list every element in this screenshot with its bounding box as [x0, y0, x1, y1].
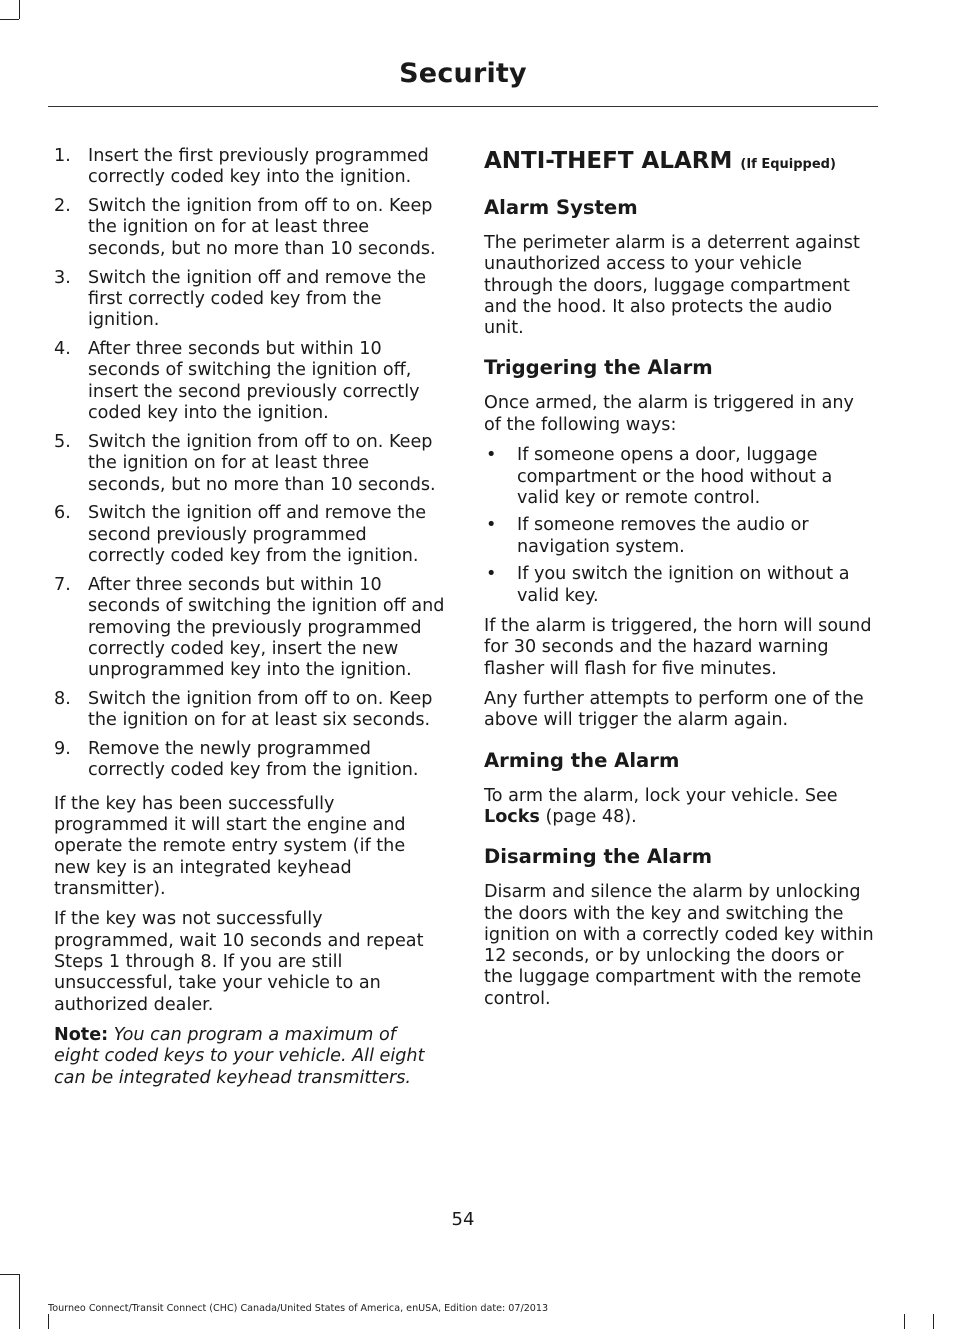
- arming-heading: Arming the Alarm: [484, 748, 680, 772]
- step-item: [54, 739, 446, 782]
- triggering-intro: Once armed, the alarm is triggered in any of the following ways:: [484, 393, 854, 435]
- step-item: [54, 146, 446, 189]
- step-number: 9.: [54, 739, 71, 760]
- step-number: 3.: [54, 267, 71, 288]
- header-divider: [48, 106, 878, 107]
- success-paragraph: If the key has been successfully programmed it will start the engine and operate the remote entry system (if the new key is an integrated keyhead transmitter).: [54, 793, 406, 899]
- step-text: Switch the ignition off and remove the first correctly coded key from the ignition.: [88, 267, 427, 331]
- step-text: Remove the newly programmed correctly coded key from the ignition.: [88, 739, 419, 781]
- bullet-text: If someone removes the audio or navigation system.: [517, 515, 809, 557]
- step-item: [54, 196, 446, 260]
- step-item: [54, 575, 446, 681]
- triggered-paragraph: If the alarm is triggered, the horn will sound for 30 seconds and the hazard warning flasher will flash for five minutes.: [484, 615, 872, 679]
- step-number: 8.: [54, 688, 71, 709]
- step-text: Switch the ignition from off to on. Keep the ignition on for at least six seconds.: [88, 688, 433, 731]
- step-number: 4.: [54, 339, 71, 360]
- trigger-list: [484, 445, 876, 607]
- step-text: Switch the ignition off and remove the second previously programmed correctly coded key from the ignition.: [88, 503, 427, 567]
- crop-mark-bottom-left-tick: [48, 1314, 49, 1329]
- step-text: After three seconds but within 10 seconds of switching the ignition off, insert the second previously correctly coded key into the ignition.: [88, 339, 420, 424]
- bullet-icon: •: [486, 564, 497, 585]
- disarming-heading: Disarming the Alarm: [484, 845, 713, 869]
- bullet-text: If you switch the ignition on without a valid key.: [517, 564, 850, 606]
- step-item: [54, 339, 446, 424]
- step-text: Switch the ignition from off to on. Keep the ignition on for at least three seconds, but no more than 10 seconds.: [88, 431, 436, 495]
- step-item: [54, 432, 446, 496]
- section-title-qualifier: (If Equipped): [740, 157, 836, 172]
- alarm-system-text: The perimeter alarm is a deterrent against unauthorized access to your vehicle through the doors, luggage compartment and the hood. It also protects the audio unit.: [484, 233, 860, 339]
- crop-mark-top-left-v: [19, 0, 20, 19]
- arming-text-after: (page 48).: [539, 806, 637, 827]
- further-attempts-paragraph: Any further attempts to perform one of the above will trigger the alarm again.: [484, 689, 864, 731]
- bullet-text: If someone opens a door, luggage compartment or the hood without a valid key or remote control.: [517, 445, 833, 508]
- alarm-system-heading: Alarm System: [484, 196, 638, 219]
- note-text: You can program a maximum of eight coded keys to your vehicle. All eight can be integrated keyhead transmitters.: [54, 1025, 425, 1088]
- step-text: After three seconds but within 10 seconds of switching the ignition off and removing the previously programmed correctly coded key, insert the new unprogrammed key into the ignition.: [88, 574, 445, 681]
- step-text: Switch the ignition from off to on. Keep the ignition on for at least three seconds, but no more than 10 seconds.: [88, 196, 436, 259]
- crop-mark-bottom-left-v: [19, 1274, 20, 1329]
- step-number: 2.: [54, 196, 71, 217]
- crop-mark-bottom-right-v: [933, 1314, 934, 1329]
- list-item: [484, 515, 876, 558]
- step-number: 5.: [54, 431, 71, 452]
- section-title-text: ANTI-THEFT ALARM: [484, 148, 733, 174]
- bullet-icon: •: [486, 515, 497, 536]
- left-column: [54, 146, 446, 1098]
- crop-mark-bottom-right-tick: [904, 1314, 905, 1329]
- step-number: 7.: [54, 574, 71, 595]
- bullet-icon: •: [486, 445, 497, 466]
- crop-mark-top-left-h: [0, 19, 19, 20]
- note-paragraph: [54, 1025, 446, 1089]
- failure-paragraph: If the key was not successfully programmed, wait 10 seconds and repeat Steps 1 through 8. If you are still unsuccessful, take your vehicle to an authorized dealer.: [54, 909, 424, 1015]
- note-label: Note:: [54, 1025, 109, 1046]
- section-title: [484, 146, 876, 180]
- step-item: [54, 689, 446, 732]
- page-number: 54: [451, 1209, 475, 1230]
- arming-text: [484, 786, 876, 829]
- list-item: [484, 445, 876, 509]
- locks-link[interactable]: Locks: [484, 806, 540, 827]
- step-text: Insert the first previously programmed correctly coded key into the ignition.: [88, 146, 429, 188]
- step-item: [54, 268, 446, 332]
- disarming-text: Disarm and silence the alarm by unlocking the doors with the key and switching the ignition on with a correctly coded key within 12 seconds, or by unlocking the doors or the luggage compartment with the remote control.: [484, 882, 874, 1009]
- triggering-heading: Triggering the Alarm: [484, 356, 713, 380]
- right-column: [484, 146, 876, 1019]
- list-item: [484, 564, 876, 607]
- footer-edition: Tourneo Connect/Transit Connect (CHC) Canada/United States of America, enUSA, Edition date: 07/2013: [48, 1303, 549, 1314]
- crop-mark-bottom-left-h: [0, 1274, 19, 1275]
- arming-text-before: To arm the alarm, lock your vehicle. See: [484, 785, 838, 806]
- step-number: 6.: [54, 503, 71, 524]
- page-title: Security: [399, 58, 527, 89]
- step-item: [54, 503, 446, 567]
- programming-steps: [54, 146, 446, 782]
- step-number: 1.: [54, 146, 71, 166]
